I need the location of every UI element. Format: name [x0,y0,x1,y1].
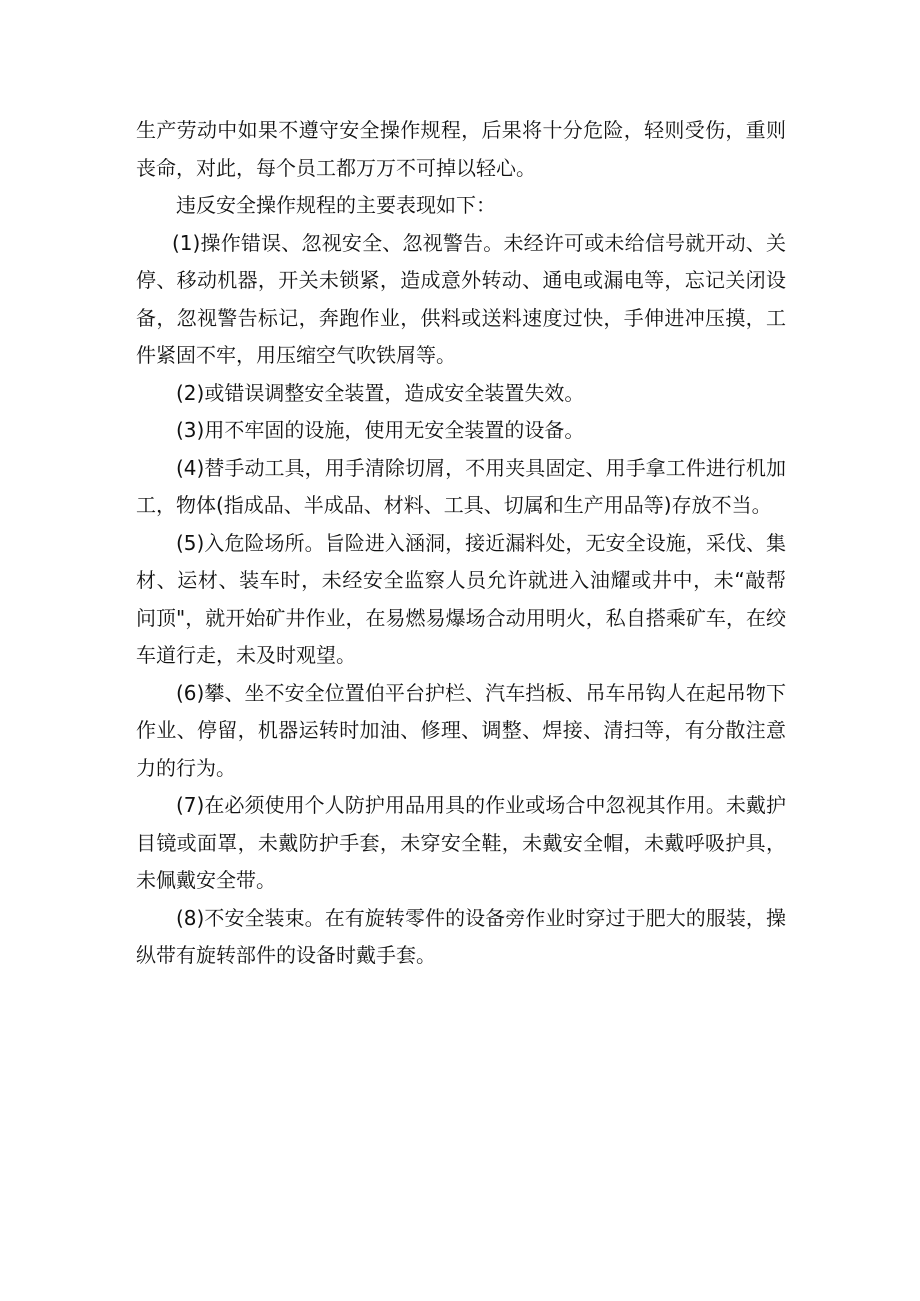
paragraph-intro: 违反安全操作规程的主要表现如下： [176,193,496,217]
paragraph-item-4: (4)替手动工具，用手清除切屑，不用夹具固定、用手拿工件进行机加工，物体(指成品、半成品、材料、工具、切属和生产用品等)存放不当。 [136,455,786,517]
paragraph-item-5: (5)入危险场所。旨险进入涵洞，接近漏料处，无安全设施，采伐、集材、运材、装车时，未经安全监察人员允许就进入油耀或井中，未“敲帮问顶"，就开始矿井作业，在易燃易爆场合动用明火，私自搭乘矿车，在绞车道行走，未及时观望。 [136,530,786,667]
paragraph-item-2: (2)或错误调整安全装置，造成安全装置失效。 [176,380,585,405]
document-body [136,112,786,975]
paragraph-item-6: (6)攀、坐不安全位置伯平台护栏、汽车挡板、吊车吊钩人在起吊物下作业、停留，机器运转时加油、修理、调整、焊接、清扫等，有分散注意力的行为。 [136,680,786,780]
paragraph-item-7: (7)在必须使用个人防护用品用具的作业或场合中忽视其作用。未戴护目镜或面罩，未戴防护手套，未穿安全鞋，未戴安全帽，未戴呼吸护具，未佩戴安全带。 [136,793,786,892]
paragraph-opening: 生产劳动中如果不遵守安全操作规程，后果将十分危险，轻则受伤，重则丧命，对此，每个员工都万万不可掉以轻心。 [136,118,786,180]
paragraph-item-3: (3)用不牢固的设施，使用无安全装置的设备。 [176,418,585,442]
paragraph-item-8: (8)不安全装束。在有旋转零件的设备旁作业时穿过于肥大的服装，操纵带有旋转部件的设备时戴手套。 [136,905,786,967]
paragraph-item-1: (1)操作错误、忽视安全、忽视警告。未经许可或未给信号就开动、关停、移动机器，开关未锁紧，造成意外转动、通电或漏电等，忘记关闭设备，忽视警告标记，奔跑作业，供料或送料速度过快，手伸进冲压摸，工件紧固不牢，用压缩空气吹铁屑等。 [136,230,786,367]
